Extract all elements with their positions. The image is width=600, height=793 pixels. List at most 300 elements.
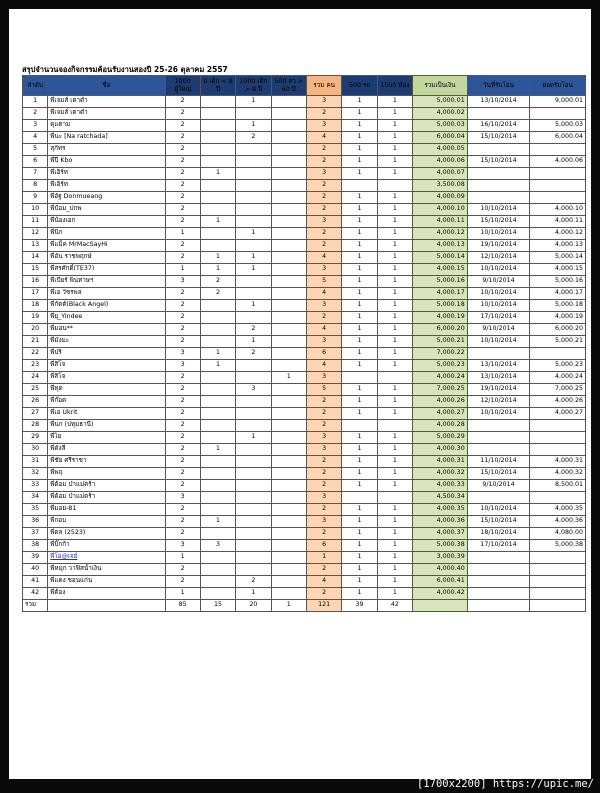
- cell-transfer-amount: 4,000.27: [530, 408, 586, 420]
- cell-total-money: 5,000.16: [413, 276, 468, 288]
- cell-transfer-date: [467, 492, 530, 504]
- totals-date-blank: [467, 600, 530, 612]
- cell-no: 19: [23, 312, 48, 324]
- cell-transfer-date: 11/10/2014: [467, 456, 530, 468]
- cell-total-money: 4,000.19: [413, 312, 468, 324]
- cell-total-people: 4: [307, 324, 342, 336]
- cell-child-under-8: 1: [200, 252, 235, 264]
- cell-child-over-8: 1: [236, 588, 271, 600]
- cell-adult: 2: [165, 384, 200, 396]
- cell-elder: [271, 192, 306, 204]
- cell-elder: [271, 180, 306, 192]
- cell-transfer-date: [467, 432, 530, 444]
- cell-elder: [271, 144, 306, 156]
- cell-room: 1: [377, 384, 412, 396]
- cell-child-over-8: [236, 468, 271, 480]
- cell-name: พี่นิก: [48, 228, 165, 240]
- cell-name: พี่อัน ราชพฤกษ์: [48, 252, 165, 264]
- cell-transfer-amount: [530, 552, 586, 564]
- cell-child-under-8: [200, 336, 235, 348]
- cell-elder: [271, 228, 306, 240]
- cell-total-money: 4,000.36: [413, 516, 468, 528]
- header-child-over-8: 1000 เด็ก > 8 ปี: [236, 76, 271, 96]
- cell-child-under-8: [200, 552, 235, 564]
- cell-name: พี่แดง ชอนแก่น: [48, 576, 165, 588]
- cell-transfer-amount: 4,000.36: [530, 516, 586, 528]
- cell-elder: [271, 120, 306, 132]
- cell-total-money: 4,000.33: [413, 480, 468, 492]
- totals-money-blank: [413, 600, 468, 612]
- cell-transfer-amount: 5,000.38: [530, 540, 586, 552]
- cell-no: 28: [23, 420, 48, 432]
- cell-total-people: 3: [307, 216, 342, 228]
- cell-child-over-8: [236, 276, 271, 288]
- cell-name: พี่เจมส์ เตาดำ: [48, 108, 165, 120]
- table-row: [23, 156, 586, 168]
- cell-name: พี่ชัย ศรีราชา: [48, 456, 165, 468]
- cell-total-people: 2: [307, 480, 342, 492]
- cell-no: 17: [23, 288, 48, 300]
- cell-elder: [271, 528, 306, 540]
- header-adult: 1000 ผู้ใหญ่: [165, 76, 200, 96]
- cell-transfer-amount: 4,000.11: [530, 216, 586, 228]
- cell-transfer-amount: 5,000.21: [530, 336, 586, 348]
- cell-name: พี่เอิร์ท: [48, 168, 165, 180]
- cell-transfer-amount: 4,000.15: [530, 264, 586, 276]
- cell-child-under-8: [200, 456, 235, 468]
- cell-adult: 2: [165, 120, 200, 132]
- cell-transfer-amount: 4,000.35: [530, 504, 586, 516]
- cell-total-people: 6: [307, 540, 342, 552]
- cell-car: 1: [342, 552, 377, 564]
- cell-name: พี่แม็ค MrMacSayHi: [48, 240, 165, 252]
- cell-child-over-8: [236, 216, 271, 228]
- cell-transfer-date: [467, 180, 530, 192]
- table-row: [23, 420, 586, 432]
- cell-name: พี่มอย-81: [48, 504, 165, 516]
- cell-child-under-8: [200, 120, 235, 132]
- cell-name: พี่ด้อม ป่าแม่ตร้า: [48, 480, 165, 492]
- cell-no: 4: [23, 132, 48, 144]
- cell-child-over-8: [236, 360, 271, 372]
- cell-name: [48, 552, 165, 564]
- cell-no: 13: [23, 240, 48, 252]
- cell-transfer-amount: 4,000.13: [530, 240, 586, 252]
- cell-total-money: 4,000.15: [413, 264, 468, 276]
- cell-child-under-8: [200, 156, 235, 168]
- cell-room: 1: [377, 204, 412, 216]
- cell-adult: 2: [165, 240, 200, 252]
- cell-adult: 2: [165, 204, 200, 216]
- cell-adult: 2: [165, 372, 200, 384]
- cell-room: 1: [377, 396, 412, 408]
- cell-total-people: 1: [307, 552, 342, 564]
- cell-total-money: 4,000.31: [413, 456, 468, 468]
- cell-elder: [271, 288, 306, 300]
- cell-name: พี่อัฐ Donmueang: [48, 192, 165, 204]
- cell-name: พี่ทุด: [48, 384, 165, 396]
- cell-total-people: 2: [307, 564, 342, 576]
- cell-total-money: 4,000.17: [413, 288, 468, 300]
- cell-child-under-8: 1: [200, 216, 235, 228]
- cell-adult: 1: [165, 228, 200, 240]
- cell-child-under-8: [200, 420, 235, 432]
- cell-child-over-8: [236, 396, 271, 408]
- cell-car: 1: [342, 216, 377, 228]
- cell-car: 1: [342, 540, 377, 552]
- cell-no: 14: [23, 252, 48, 264]
- cell-child-over-8: [236, 456, 271, 468]
- cell-adult: 2: [165, 300, 200, 312]
- cell-transfer-date: 19/10/2014: [467, 384, 530, 396]
- cell-elder: [271, 312, 306, 324]
- cell-elder: [271, 132, 306, 144]
- cell-room: [377, 492, 412, 504]
- cell-child-under-8: [200, 144, 235, 156]
- cell-elder: [271, 216, 306, 228]
- cell-elder: [271, 336, 306, 348]
- table-row: [23, 144, 586, 156]
- cell-transfer-amount: [530, 444, 586, 456]
- cell-elder: [271, 396, 306, 408]
- cell-child-under-8: [200, 528, 235, 540]
- cell-total-money: 4,000.09: [413, 192, 468, 204]
- cell-total-people: 2: [307, 504, 342, 516]
- cell-room: 1: [377, 552, 412, 564]
- cell-total-money: 6,000.41: [413, 576, 468, 588]
- cell-child-under-8: [200, 504, 235, 516]
- table-row: [23, 528, 586, 540]
- cell-total-money: 3,000.39: [413, 552, 468, 564]
- cell-child-over-8: [236, 528, 271, 540]
- cell-child-under-8: [200, 324, 235, 336]
- cell-room: 1: [377, 336, 412, 348]
- cell-room: 1: [377, 276, 412, 288]
- cell-car: [342, 492, 377, 504]
- cell-total-money: 4,000.12: [413, 228, 468, 240]
- cell-transfer-amount: 4,000.10: [530, 204, 586, 216]
- table-row: [23, 288, 586, 300]
- cell-car: 1: [342, 468, 377, 480]
- totals-row: [23, 600, 586, 612]
- cell-car: 1: [342, 168, 377, 180]
- table-row: [23, 312, 586, 324]
- cell-total-people: 2: [307, 588, 342, 600]
- cell-room: 1: [377, 312, 412, 324]
- cell-total-money: 4,000.32: [413, 468, 468, 480]
- cell-total-people: 2: [307, 456, 342, 468]
- cell-no: 23: [23, 360, 48, 372]
- cell-transfer-amount: [530, 180, 586, 192]
- cell-total-money: 5,000.29: [413, 432, 468, 444]
- cell-room: 1: [377, 252, 412, 264]
- cell-name: พี่มอน**: [48, 324, 165, 336]
- cell-name: พี่กัตต์(Black Angel): [48, 300, 165, 312]
- table-row: [23, 264, 586, 276]
- cell-no: 42: [23, 588, 48, 600]
- cell-car: [342, 372, 377, 384]
- cell-total-people: 4: [307, 252, 342, 264]
- cell-transfer-amount: [530, 492, 586, 504]
- cell-elder: [271, 564, 306, 576]
- cell-name: พี่ยุ_Yindee: [48, 312, 165, 324]
- cell-child-under-8: [200, 312, 235, 324]
- cell-car: 1: [342, 456, 377, 468]
- cell-total-people: 2: [307, 468, 342, 480]
- cell-transfer-amount: 9,000.01: [530, 96, 586, 108]
- cell-child-over-8: 1: [236, 264, 271, 276]
- cell-name: พี่ด้อม ป่าแม่ตร้า: [48, 492, 165, 504]
- cell-car: 1: [342, 192, 377, 204]
- cell-name: พี่ไย: [48, 432, 165, 444]
- cell-transfer-date: [467, 564, 530, 576]
- cell-child-under-8: [200, 372, 235, 384]
- cell-total-money: 5,000.14: [413, 252, 468, 264]
- cell-transfer-amount: [530, 576, 586, 588]
- cell-room: 1: [377, 588, 412, 600]
- cell-transfer-date: 10/10/2014: [467, 204, 530, 216]
- cell-transfer-amount: [530, 192, 586, 204]
- cell-child-over-8: 1: [236, 120, 271, 132]
- cell-child-over-8: [236, 192, 271, 204]
- cell-room: [377, 372, 412, 384]
- cell-room: 1: [377, 408, 412, 420]
- cell-child-under-8: 1: [200, 348, 235, 360]
- cell-total-money: 4,000.05: [413, 144, 468, 156]
- cell-elder: [271, 240, 306, 252]
- cell-name: พี่นะ [Na ratchada]: [48, 132, 165, 144]
- cell-elder: [271, 264, 306, 276]
- cell-car: 1: [342, 360, 377, 372]
- cell-car: 1: [342, 576, 377, 588]
- table-row: [23, 576, 586, 588]
- cell-adult: 2: [165, 516, 200, 528]
- cell-no: 26: [23, 396, 48, 408]
- cell-room: 1: [377, 516, 412, 528]
- cell-no: 10: [23, 204, 48, 216]
- table-row: [23, 540, 586, 552]
- cell-child-over-8: 2: [236, 132, 271, 144]
- cell-child-over-8: 2: [236, 348, 271, 360]
- cell-name: ดุแตาม: [48, 120, 165, 132]
- cell-elder: [271, 576, 306, 588]
- cell-total-people: 4: [307, 360, 342, 372]
- cell-adult: 2: [165, 156, 200, 168]
- cell-room: 1: [377, 360, 412, 372]
- cell-name: พี่เจมส์ เตาดำ: [48, 96, 165, 108]
- cell-room: 1: [377, 480, 412, 492]
- header-transfer-date: วันที่รับโอน: [467, 76, 530, 96]
- cell-child-under-8: [200, 576, 235, 588]
- cell-name: สุกัทร: [48, 144, 165, 156]
- cell-transfer-amount: 4,000.19: [530, 312, 586, 324]
- table-row: [23, 516, 586, 528]
- table-row: [23, 480, 586, 492]
- cell-transfer-amount: [530, 588, 586, 600]
- cell-transfer-date: 17/10/2014: [467, 312, 530, 324]
- cell-elder: [271, 408, 306, 420]
- cell-adult: 3: [165, 360, 200, 372]
- cell-room: 1: [377, 432, 412, 444]
- cell-adult: 3: [165, 492, 200, 504]
- table-row: [23, 276, 586, 288]
- cell-room: 1: [377, 540, 412, 552]
- cell-adult: 2: [165, 396, 200, 408]
- cell-total-money: 4,000.06: [413, 156, 468, 168]
- cell-room: 1: [377, 192, 412, 204]
- table-row: [23, 192, 586, 204]
- cell-room: 1: [377, 504, 412, 516]
- cell-elder: [271, 156, 306, 168]
- cell-name: พี่เอิร์ท: [48, 180, 165, 192]
- cell-no: 30: [23, 444, 48, 456]
- cell-room: 1: [377, 108, 412, 120]
- table-row: [23, 384, 586, 396]
- table-row: [23, 552, 586, 564]
- table-row: [23, 336, 586, 348]
- cell-total-people: 2: [307, 312, 342, 324]
- cell-total-money: 4,000.30: [413, 444, 468, 456]
- cell-transfer-amount: [530, 348, 586, 360]
- cell-room: 1: [377, 564, 412, 576]
- cell-elder: [271, 420, 306, 432]
- cell-total-money: 5,000.01: [413, 96, 468, 108]
- cell-name: พี่ก๊อต: [48, 396, 165, 408]
- header-elder: 500 สว > 60 ปี: [271, 76, 306, 96]
- cell-room: 1: [377, 168, 412, 180]
- cell-adult: 2: [165, 132, 200, 144]
- cell-transfer-amount: 7,000.25: [530, 384, 586, 396]
- cell-total-money: 4,000.13: [413, 240, 468, 252]
- table-row: [23, 96, 586, 108]
- cell-transfer-amount: 6,000.04: [530, 132, 586, 144]
- cell-no: 35: [23, 504, 48, 516]
- page-title: สรุปจำนวนจองกิจกรรมค้อนรับงานสองปี 25-26 ตุลาคม 2557: [22, 65, 228, 74]
- cell-elder: [271, 348, 306, 360]
- cell-transfer-date: 10/10/2014: [467, 336, 530, 348]
- cell-child-under-8: [200, 240, 235, 252]
- cell-child-over-8: [236, 180, 271, 192]
- cell-total-people: 3: [307, 264, 342, 276]
- cell-elder: [271, 360, 306, 372]
- cell-car: 1: [342, 348, 377, 360]
- cell-adult: 1: [165, 552, 200, 564]
- cell-car: 1: [342, 108, 377, 120]
- cell-transfer-date: 9/10/2014: [467, 276, 530, 288]
- cell-adult: 2: [165, 336, 200, 348]
- cell-car: 1: [342, 516, 377, 528]
- cell-no: 22: [23, 348, 48, 360]
- cell-no: 29: [23, 432, 48, 444]
- table-row: [23, 108, 586, 120]
- cell-car: 1: [342, 300, 377, 312]
- cell-adult: 2: [165, 528, 200, 540]
- cell-car: 1: [342, 408, 377, 420]
- cell-transfer-date: [467, 144, 530, 156]
- cell-name: พี่เอ Ukrit: [48, 408, 165, 420]
- cell-room: 1: [377, 240, 412, 252]
- header-name: ชื่อ: [48, 76, 165, 96]
- cell-elder: [271, 540, 306, 552]
- cell-total-money: 4,000.27: [413, 408, 468, 420]
- table-row: [23, 432, 586, 444]
- cell-room: 1: [377, 264, 412, 276]
- name-link[interactable]: พี่โอ@เจย์: [50, 553, 78, 561]
- cell-child-under-8: 3: [200, 540, 235, 552]
- header-row: [23, 76, 586, 96]
- cell-car: 1: [342, 276, 377, 288]
- cell-child-over-8: [236, 504, 271, 516]
- cell-total-people: 2: [307, 396, 342, 408]
- cell-total-money: 4,000.35: [413, 504, 468, 516]
- cell-total-people: 3: [307, 168, 342, 180]
- cell-child-over-8: 2: [236, 576, 271, 588]
- cell-car: 1: [342, 288, 377, 300]
- table-row: [23, 240, 586, 252]
- table-row: [23, 360, 586, 372]
- cell-total-money: 4,000.11: [413, 216, 468, 228]
- cell-transfer-amount: 4,000.31: [530, 456, 586, 468]
- cell-child-under-8: 1: [200, 264, 235, 276]
- cell-elder: [271, 204, 306, 216]
- cell-name: พี่กอบ: [48, 516, 165, 528]
- totals-car: 39: [342, 600, 377, 612]
- cell-total-people: 2: [307, 108, 342, 120]
- cell-adult: 2: [165, 456, 200, 468]
- cell-transfer-amount: [530, 168, 586, 180]
- cell-elder: [271, 276, 306, 288]
- cell-child-under-8: [200, 204, 235, 216]
- cell-elder: [271, 252, 306, 264]
- cell-transfer-date: 9/10/2014: [467, 480, 530, 492]
- cell-transfer-amount: [530, 564, 586, 576]
- cell-child-over-8: 2: [236, 324, 271, 336]
- cell-child-over-8: 1: [236, 252, 271, 264]
- cell-name: พี่มังมะ: [48, 336, 165, 348]
- cell-car: [342, 180, 377, 192]
- cell-elder: [271, 456, 306, 468]
- cell-child-over-8: [236, 156, 271, 168]
- cell-transfer-amount: 4,000.32: [530, 468, 586, 480]
- cell-room: 1: [377, 528, 412, 540]
- cell-room: [377, 180, 412, 192]
- cell-name: พี่สรศักดิ์(TE37): [48, 264, 165, 276]
- cell-car: 1: [342, 240, 377, 252]
- cell-child-under-8: 2: [200, 288, 235, 300]
- cell-car: 1: [342, 120, 377, 132]
- cell-name: พี่สิโจ: [48, 360, 165, 372]
- cell-transfer-date: 15/10/2014: [467, 132, 530, 144]
- cell-elder: [271, 324, 306, 336]
- cell-child-over-8: 1: [236, 228, 271, 240]
- cell-child-under-8: [200, 192, 235, 204]
- cell-adult: 3: [165, 540, 200, 552]
- cell-elder: [271, 516, 306, 528]
- cell-total-people: 2: [307, 144, 342, 156]
- booking-table: [22, 75, 586, 612]
- table-row: [23, 492, 586, 504]
- cell-name: พี่หมุก วาฟิสน้ำเงิน: [48, 564, 165, 576]
- cell-name: พี่พฤ: [48, 468, 165, 480]
- cell-total-people: 2: [307, 528, 342, 540]
- cell-no: 27: [23, 408, 48, 420]
- cell-total-people: 3: [307, 120, 342, 132]
- totals-child-under-8: 15: [200, 600, 235, 612]
- cell-adult: 2: [165, 480, 200, 492]
- cell-total-people: 3: [307, 492, 342, 504]
- cell-no: 24: [23, 372, 48, 384]
- header-car: 500 รถ: [342, 76, 377, 96]
